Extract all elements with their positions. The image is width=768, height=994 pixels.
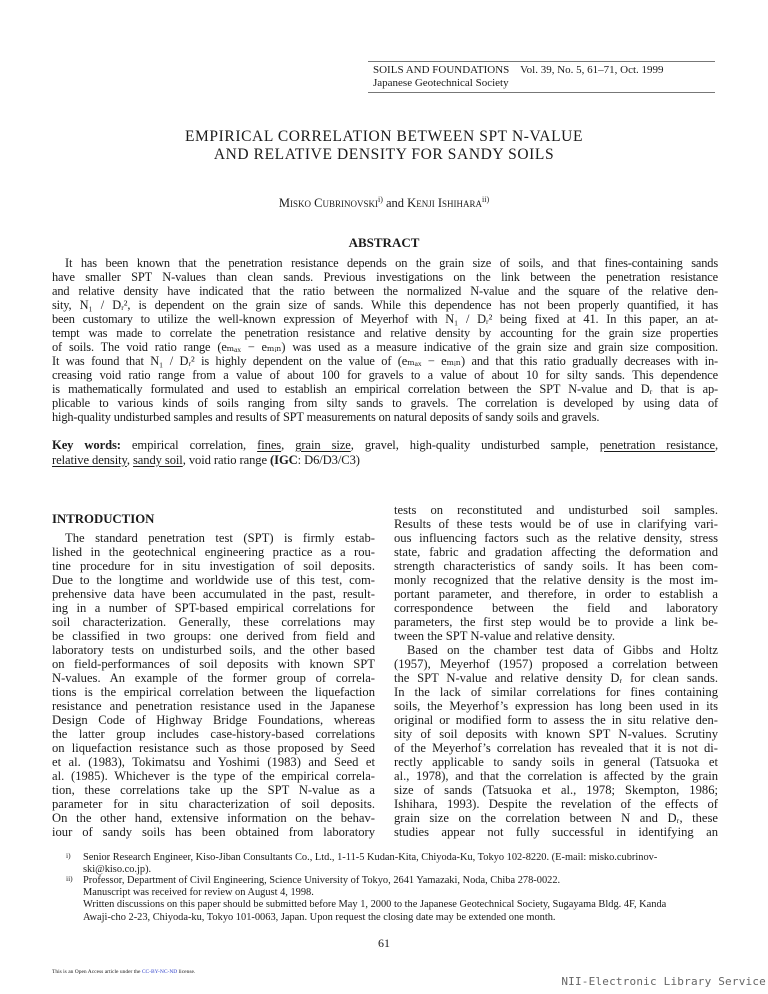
body-text-line: The standard penetration test (SPT) is firmly estab- bbox=[65, 531, 375, 545]
body-text-line: lished in the geotechnical engineering practice as a rou- bbox=[52, 545, 375, 559]
header-bottom-rule bbox=[368, 92, 715, 93]
section-heading-introduction: INTRODUCTION bbox=[52, 512, 155, 526]
body-text-line: grain size on the correlation between N and Dᵣ, these bbox=[394, 811, 718, 825]
abstract-line: tempt was made to correlate the penetration resistance and relative density by accounting for the grain size properties bbox=[52, 326, 718, 340]
journal-name: SOILS AND FOUNDATIONS bbox=[373, 64, 510, 76]
igc-label: IGC bbox=[274, 453, 298, 467]
body-text-line: Design Code of Highway Bridge Foundations, whereas bbox=[52, 713, 375, 727]
footnote-2-mark: ii) bbox=[66, 874, 73, 883]
body-text-line: rectly applicable to sandy soils in general (Tatsuoka et bbox=[394, 755, 718, 769]
journal-header bbox=[373, 64, 664, 77]
body-text-line: al., 1978), and that the correlation is affected by the grain bbox=[394, 769, 718, 783]
keyword: penetration resistance bbox=[599, 438, 715, 452]
open-access-notice bbox=[52, 969, 195, 975]
abstract-line: is mathematically formulated and used to establish an empirical correlation between the SPT N-value and Dᵣ that is ap- bbox=[52, 382, 718, 396]
body-text-line: tion, these correlations take up the SPT N-value as a bbox=[52, 783, 375, 797]
body-text-line: studies appear not fully successful in identifying an bbox=[394, 825, 718, 839]
abstract-line: and relative density have indicated that the ratio between the normalized N-value and the square of the relative den- bbox=[52, 284, 718, 298]
author-2: Kenji Ishihara bbox=[407, 196, 482, 211]
manuscript-received: Manuscript was received for review on August 4, 1998. bbox=[83, 887, 314, 898]
keyword: fines bbox=[257, 438, 282, 452]
igc-value: D6/D3/C3 bbox=[304, 453, 356, 467]
paper-title-line-1: EMPIRICAL CORRELATION BETWEEN SPT N-VALUE bbox=[184, 128, 584, 145]
discussion-note-line-1: Written discussions on this paper should be submitted before May 1, 2000 to the Japanese Geotechnical Society, Sugayama Bldg. 4F, Kanda bbox=[83, 899, 667, 910]
body-text-line: Due to the longtime and worldwide use of this test, com- bbox=[52, 573, 375, 587]
body-text-line: be classified in two groups: one derived from field and bbox=[52, 629, 375, 643]
body-text-line: tween the SPT N-value and relative density. bbox=[394, 629, 616, 643]
body-text-line: of the Meyerhof’s correlation has revealed that it is not di- bbox=[394, 741, 718, 755]
body-text-line: sity of soil deposits with known SPT N-values. Scrutiny bbox=[394, 727, 718, 741]
footnote-2-line-1: Professor, Department of Civil Engineering, Science University of Tokyo, 2641 Yamazaki, Noda, Chiba 278-0022. bbox=[83, 875, 561, 886]
body-text-line: state, fabric and gradation affecting the deformation and bbox=[394, 545, 718, 559]
body-text-line: on field-performances of soil deposits with known SPT bbox=[52, 657, 375, 671]
author-conjunction: and bbox=[382, 196, 408, 211]
author-1: Misko Cubrinovski bbox=[278, 196, 378, 211]
body-text-line: tine procedure for in situ investigation of soil deposits. bbox=[52, 559, 375, 573]
body-text-line: ous influencing factors such as the relative density, stress bbox=[394, 531, 718, 545]
body-text-line: soil characterization. Generally, these correlations may bbox=[52, 615, 375, 629]
body-text-line: In the lack of similar correlations for fines containing bbox=[394, 685, 718, 699]
body-text-line: ing in a number of SPT-based empirical correlations for bbox=[52, 601, 375, 615]
keywords-label: Key words: bbox=[52, 438, 121, 452]
abstract-line: plicable to various kinds of soils ranging from silty sands to gravels. The correlation is developed by using data of bbox=[52, 396, 718, 410]
keywords-line-1: Key words: empirical correlation, fines, grain size, gravel, high-quality undisturbed sample, penetration resistance, bbox=[52, 438, 718, 452]
body-text-line: parameter for in situ characterization of soil deposits. bbox=[52, 797, 375, 811]
body-text-line: Results of these tests would be of use in clarifying vari- bbox=[394, 517, 718, 531]
body-text-line: portant parameter, and therefore, in order to establish a bbox=[394, 587, 718, 601]
author-list bbox=[0, 195, 768, 211]
nii-service-watermark: NII-Electronic Library Service bbox=[561, 975, 766, 988]
footnote-1-line-2: ski@kiso.co.jp). bbox=[83, 864, 152, 875]
author-1-mark: i) bbox=[377, 195, 383, 204]
open-access-text: This is an Open Access article under the bbox=[52, 969, 141, 975]
page-number: 61 bbox=[378, 936, 390, 950]
body-text-line: correspondence between the field and laboratory bbox=[394, 601, 718, 615]
abstract-line: have smaller SPT N-values than clean sands. Previous investigations on the link between the penetration resistance bbox=[52, 270, 718, 284]
license-link[interactable]: CC-BY-NC-ND bbox=[141, 969, 178, 975]
keyword: empirical correlation bbox=[131, 438, 244, 452]
society-name: Japanese Geotechnical Society bbox=[373, 77, 509, 89]
abstract-line: sity, N₁ / Dᵣ², is dependent on the grain size of sands. While this dependence has not been properly quantified, it has bbox=[52, 298, 718, 312]
open-access-suffix: license. bbox=[178, 969, 196, 975]
body-text-line: the SPT N-value and relative density Dᵣ for clean sands. bbox=[394, 671, 718, 685]
body-text-line: size of sands (Tatsuoka et al., 1978; Skempton, 1986; bbox=[394, 783, 718, 797]
keyword: gravel bbox=[364, 438, 396, 452]
body-text-line: iour of sandy soils has been obtained from laboratory bbox=[52, 825, 375, 839]
keyword: grain size bbox=[295, 438, 351, 452]
body-text-line: laboratory tests on undisturbed soils, and the other based bbox=[52, 643, 375, 657]
abstract-line: It has been known that the penetration resistance depends on the grain size of soils, and that fines-containing sands bbox=[65, 256, 718, 270]
keyword: sandy soil bbox=[132, 453, 183, 467]
body-text-line: (1957), Meyerhof (1957) proposed a correlation between bbox=[394, 657, 718, 671]
abstract-heading: ABSTRACT bbox=[348, 235, 420, 250]
body-text-line: resistance and penetration resistance used in the Japanese bbox=[52, 699, 375, 713]
keyword: void ratio range bbox=[188, 453, 267, 467]
abstract-line: high-quality undisturbed samples and results of SPT measurements on natural deposits of sandy soils and gravels. bbox=[52, 410, 600, 424]
body-text-line: Ishihara, 1993). Despite the revelation of the effects of bbox=[394, 797, 718, 811]
volume-info: Vol. 39, No. 5, 61–71, Oct. 1999 bbox=[520, 64, 664, 76]
body-text-line: on liquefaction resistance such as those proposed by Seed bbox=[52, 741, 375, 755]
body-text-line: soils, the Meyerhof’s expression has long been used in its bbox=[394, 699, 718, 713]
body-text-line: parameters, the first step would be to provide a link be- bbox=[394, 615, 718, 629]
keyword: high-quality undisturbed sample bbox=[409, 438, 586, 452]
body-text-line: monly recognized that the relative density is the most im- bbox=[394, 573, 718, 587]
body-text-line: et al. (1983), Tokimatsu and Yoshimi (1983) and Seed et bbox=[52, 755, 375, 769]
body-text-line: original or modified form to assess the in situ relative den- bbox=[394, 713, 718, 727]
header-top-rule bbox=[368, 61, 715, 62]
abstract-line: of soils. The void ratio range (eₘₐₓ − eₘᵢₙ) was used as a measure indicative of the grain size and grain size composition. bbox=[52, 340, 718, 354]
body-text-line: al. (1985). Whichever is the type of the empirical correla- bbox=[52, 769, 375, 783]
body-text-line: Based on the chamber test data of Gibbs and Holtz bbox=[407, 643, 718, 657]
keywords-line-2: relative density, sandy soil, void ratio range (IGC: D6/D3/C3) bbox=[52, 453, 360, 467]
author-2-mark: ii) bbox=[482, 195, 490, 204]
paper-title-line-2: AND RELATIVE DENSITY FOR SANDY SOILS bbox=[213, 146, 555, 163]
discussion-note-line-2: Awaji-cho 2-23, Chiyoda-ku, Tokyo 101-0063, Japan. Upon request the closing date may be extended one month. bbox=[83, 912, 556, 923]
body-text-line: N-values. An example of the former group of correla- bbox=[52, 671, 375, 685]
body-text-line: tions is the empirical correlation between the liquefaction bbox=[52, 685, 375, 699]
body-text-line: the latter group includes case-history-based correlations bbox=[52, 727, 375, 741]
footnote-1-line-1: Senior Research Engineer, Kiso-Jiban Consultants Co., Ltd., 1-11-5 Kudan-Kita, Chiyoda-Ku, Tokyo 102-8220. (E-mail: misko.cubrinov- bbox=[83, 852, 658, 863]
footnote-1-mark: i) bbox=[66, 851, 71, 860]
body-text-line: strength characteristics of sandy soils. It has been com- bbox=[394, 559, 718, 573]
abstract-line: been customary to utilize the well-known expression of Meyerhof with N₁ / Dᵣ² being fixed at 41. In this paper, an at- bbox=[52, 312, 718, 326]
body-text-line: prehensive data have been accumulated in the past, result- bbox=[52, 587, 375, 601]
body-text-line: tests on reconstituted and undisturbed soil samples. bbox=[394, 503, 718, 517]
keyword: relative density bbox=[52, 453, 127, 467]
body-text-line: On the other hand, extensive information on the behav- bbox=[52, 811, 375, 825]
abstract-line: creasing void ratio range from a value of about 100 for gravels to a value of about 10 for silty sands. This dependence bbox=[52, 368, 718, 382]
abstract-line: It was found that N₁ / Dᵣ² is highly dependent on the value of (eₘₐₓ − eₘᵢₙ) and that this ratio gradually decreases with in- bbox=[52, 354, 718, 368]
